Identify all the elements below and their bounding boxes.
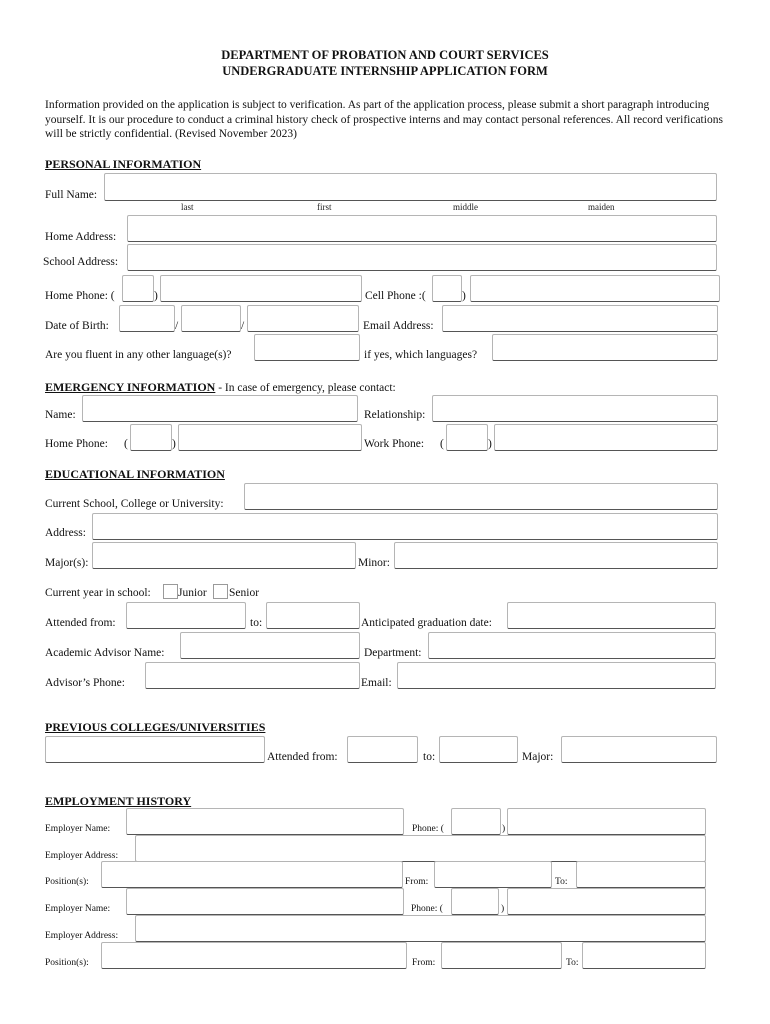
intro-paragraph: Information provided on the application is subject to verification. As part of the application process, please submit a short paragraph introducing yourself. It is our procedure to conduct a criminal history check of prospective interns and may contact personal references. All record verifications will be strictly confidential. (Revised November 2023) — [45, 99, 723, 140]
which-languages-label: if yes, which languages? — [364, 349, 478, 361]
advisor-phone-field[interactable] — [145, 662, 360, 689]
school-address-label: Address: — [45, 527, 86, 539]
employer-1-phone-label: Phone: ( — [412, 824, 444, 834]
previous-attended-label: Attended from: — [267, 751, 338, 763]
emergency-home-phone-label: Home Phone: — [45, 438, 108, 450]
advisor-name-field[interactable] — [180, 632, 360, 659]
department-label: Department: — [364, 647, 422, 659]
name-hint-middle: middle — [453, 202, 478, 212]
fluent-language-field[interactable] — [254, 334, 360, 361]
section-heading-emergency: EMERGENCY INFORMATION — [45, 380, 216, 394]
employer-1-address-label: Employer Address: — [45, 851, 119, 861]
employer-1-to-label: To: — [555, 877, 568, 887]
advisor-email-label: Email: — [361, 677, 392, 689]
dob-slash: / — [175, 320, 179, 332]
current-school-field[interactable] — [244, 483, 718, 510]
graduation-date-label: Anticipated graduation date: — [361, 617, 492, 629]
which-languages-field[interactable] — [492, 334, 718, 361]
attended-to-field[interactable] — [266, 602, 360, 629]
dob-day-field[interactable] — [181, 305, 241, 332]
employer-2-phone-field[interactable] — [507, 888, 706, 915]
advisor-name-label: Academic Advisor Name: — [45, 647, 165, 659]
school-address-field[interactable] — [127, 244, 717, 271]
emergency-note: - In case of emergency, please contact: — [215, 382, 396, 394]
dob-slash: / — [241, 320, 245, 332]
employer-2-position-label: Position(s): — [45, 958, 89, 968]
relationship-label: Relationship: — [364, 409, 426, 421]
dob-month-field[interactable] — [119, 305, 175, 332]
minor-label: Minor: — [358, 557, 390, 569]
emergency-name-field[interactable] — [82, 395, 358, 422]
section-heading-education: EDUCATIONAL INFORMATION — [45, 467, 225, 481]
home-address-field[interactable] — [127, 215, 717, 242]
previous-major-label: Major: — [522, 751, 554, 763]
employer-1-position-field[interactable] — [101, 861, 403, 888]
employer-1-phone-field[interactable] — [507, 808, 706, 835]
employer-2-to-field[interactable] — [582, 942, 706, 969]
senior-checkbox[interactable] — [213, 584, 228, 599]
previous-to-field[interactable] — [439, 736, 518, 763]
previous-from-field[interactable] — [347, 736, 418, 763]
attended-to-label: to: — [250, 617, 263, 629]
name-hint-last: last — [181, 202, 194, 212]
emergency-work-phone-label: Work Phone: — [364, 438, 425, 450]
section-heading-personal: PERSONAL INFORMATION — [45, 157, 202, 171]
employer-2-position-field[interactable] — [101, 942, 407, 969]
previous-major-field[interactable] — [561, 736, 717, 763]
junior-label: Junior — [178, 587, 207, 599]
section-heading-emergency-row — [45, 378, 396, 396]
advisor-phone-label: Advisor’s Phone: — [45, 677, 125, 689]
employer-2-address-label: Employer Address: — [45, 931, 119, 941]
home-phone-paren-close: ) — [154, 290, 158, 302]
employer-2-name-label: Employer Name: — [45, 904, 111, 914]
employer-2-name-field[interactable] — [126, 888, 404, 915]
section-heading-employment: EMPLOYMENT HISTORY — [45, 794, 192, 808]
emergency-work-paren-close: ) — [488, 438, 492, 450]
cell-phone-area-code[interactable] — [432, 275, 462, 302]
cell-phone-label: Cell Phone :( — [365, 290, 426, 302]
emergency-home-phone-field[interactable] — [178, 424, 362, 451]
cell-phone-paren-close: ) — [462, 290, 466, 302]
employer-1-from-field[interactable] — [434, 861, 552, 888]
name-hint-first: first — [317, 202, 332, 212]
previous-to-label: to: — [423, 751, 436, 763]
cell-phone-number[interactable] — [470, 275, 720, 302]
department-field[interactable] — [428, 632, 716, 659]
current-year-label: Current year in school: — [45, 587, 151, 599]
employer-2-to-label: To: — [566, 958, 579, 968]
employer-1-name-label: Employer Name: — [45, 824, 111, 834]
minor-field[interactable] — [394, 542, 718, 569]
home-phone-label: Home Phone: ( — [45, 290, 115, 302]
school-street-address-field[interactable] — [92, 513, 718, 540]
current-school-label: Current School, College or University: — [45, 498, 224, 510]
employer-2-address-field[interactable] — [135, 915, 706, 942]
employer-1-position-label: Position(s): — [45, 877, 89, 887]
previous-college-field[interactable] — [45, 736, 265, 763]
home-phone-area-code[interactable] — [122, 275, 154, 302]
graduation-date-field[interactable] — [507, 602, 716, 629]
major-field[interactable] — [92, 542, 356, 569]
form-title: UNDERGRADUATE INTERNSHIP APPLICATION FORM — [222, 64, 548, 78]
advisor-email-field[interactable] — [397, 662, 716, 689]
employer-2-phone-area-code[interactable] — [451, 888, 499, 915]
emergency-home-paren-open: ( — [124, 438, 128, 450]
form-title-department: DEPARTMENT OF PROBATION AND COURT SERVICES — [221, 48, 549, 62]
home-address-label: Home Address: — [45, 231, 117, 243]
junior-checkbox[interactable] — [163, 584, 178, 599]
name-hint-maiden: maiden — [588, 202, 615, 212]
employer-1-phone-area-code[interactable] — [451, 808, 501, 835]
full-name-label: Full Name: — [45, 189, 98, 201]
emergency-work-paren-open: ( — [440, 438, 444, 450]
attended-from-field[interactable] — [126, 602, 246, 629]
emergency-work-area-code[interactable] — [446, 424, 488, 451]
section-heading-previous: PREVIOUS COLLEGES/UNIVERSITIES — [45, 720, 266, 734]
home-phone-number[interactable] — [160, 275, 362, 302]
emergency-home-paren-close: ) — [172, 438, 176, 450]
dob-year-field[interactable] — [247, 305, 359, 332]
employer-2-from-field[interactable] — [441, 942, 562, 969]
employer-1-from-label: From: — [405, 877, 429, 887]
email-address-field[interactable] — [442, 305, 718, 332]
fluent-language-label: Are you fluent in any other language(s)? — [45, 349, 232, 361]
employer-1-address-field[interactable] — [135, 835, 706, 862]
attended-from-label: Attended from: — [45, 617, 116, 629]
employer-1-name-field[interactable] — [126, 808, 404, 835]
senior-label: Senior — [229, 587, 260, 599]
relationship-field[interactable] — [432, 395, 718, 422]
employer-2-from-label: From: — [412, 958, 436, 968]
major-label: Major(s): — [45, 557, 89, 569]
email-address-label: Email Address: — [363, 320, 434, 332]
emergency-home-area-code[interactable] — [130, 424, 172, 451]
employer-1-to-field[interactable] — [576, 861, 706, 888]
emergency-name-label: Name: — [45, 409, 76, 421]
school-address-label: School Address: — [43, 256, 119, 268]
employer-1-phone-paren-close: ) — [502, 824, 506, 834]
employer-2-phone-paren-close: ) — [501, 904, 505, 914]
full-name-field[interactable] — [104, 173, 717, 201]
employer-2-phone-label: Phone: ( — [411, 904, 443, 914]
emergency-work-phone-field[interactable] — [494, 424, 718, 451]
dob-label: Date of Birth: — [45, 320, 109, 332]
